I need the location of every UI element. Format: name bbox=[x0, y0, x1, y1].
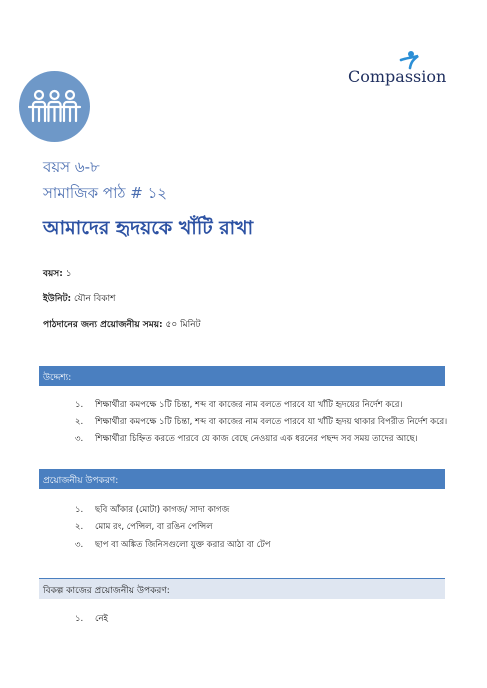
list-item-number: ৩. bbox=[75, 434, 84, 444]
brand-logo bbox=[348, 50, 448, 90]
list-item: শিক্ষার্থীরা কমপক্ষে ১টি চিন্তা, শব্দ বা কাজের নাম বলতে পারবে যা খাঁটি হৃদয়ের নির্দেশ করে। bbox=[95, 400, 403, 410]
list-item: ছবি আঁকার (মোটা) কাগজ/ সাদা কাগজ bbox=[95, 505, 230, 515]
materials-header bbox=[39, 469, 445, 489]
age-value: ১ bbox=[65, 269, 72, 279]
age-label: বয়স: bbox=[43, 269, 63, 279]
unit-meta bbox=[43, 291, 116, 306]
people-group-icon bbox=[19, 71, 90, 142]
list-item: নেই bbox=[95, 614, 108, 624]
alt-materials-heading: বিকল্প কাজের প্রয়োজনীয় উপকরণ: bbox=[43, 586, 170, 596]
list-item-number: ১. bbox=[75, 400, 84, 410]
lesson-type-heading: সামাজিক পাঠ # ১২ bbox=[43, 184, 168, 202]
time-meta bbox=[43, 317, 201, 332]
list-item-number: ২. bbox=[75, 522, 84, 532]
alt-materials-header bbox=[39, 579, 445, 599]
list-item: শিক্ষার্থীরা কমপক্ষে ১টি চিন্তা, শব্দ বা কাজের নাম বলতে পারবে যা খাঁটি হৃদয় থাকার বিপরীত নির্দেশ করে। bbox=[95, 417, 448, 427]
list-item: শিক্ষার্থীরা চিহ্নিত করতে পারবে যে কাজ বেছে নেওয়ার এক ধরনের পছন্দ সব সময় তাদের আছে। bbox=[95, 434, 418, 444]
list-item-number: ১. bbox=[75, 505, 84, 515]
age-range-heading: বয়স ৬-৮ bbox=[43, 158, 100, 176]
objectives-heading: উদ্দেশ্য: bbox=[43, 373, 72, 383]
brand-name: Compassion bbox=[348, 67, 447, 86]
list-item-number: ১. bbox=[75, 614, 84, 624]
age-meta bbox=[43, 266, 72, 281]
materials-heading: প্রয়োজনীয় উপকরণ: bbox=[43, 476, 119, 486]
list-item-number: ২. bbox=[75, 417, 84, 427]
unit-value: যৌন বিকাশ bbox=[74, 294, 116, 304]
list-item: মোম রং, পেন্সিল, বা রঙিন পেন্সিল bbox=[95, 522, 213, 532]
list-item-number: ৩. bbox=[75, 540, 84, 550]
time-label: পাঠদানের জন্য প্রয়োজনীয় সময়: bbox=[43, 320, 163, 330]
time-value: ৫০ মিনিট bbox=[165, 320, 201, 330]
unit-label: ইউনিট: bbox=[43, 294, 72, 304]
list-item: ছাপ বা অঙ্কিত জিনিসগুলো যুক্ত করার আঠা বা টেপ bbox=[95, 540, 271, 550]
page-title: আমাদের হৃদয়কে খাঁটি রাখা bbox=[43, 217, 254, 239]
objectives-header bbox=[39, 366, 445, 386]
